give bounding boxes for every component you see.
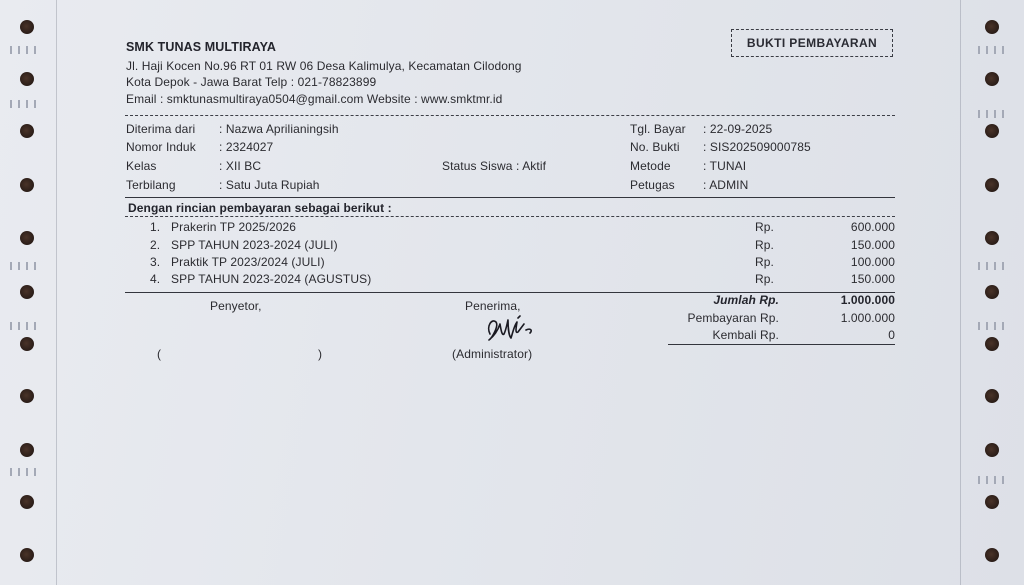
total-value: 1.000.000 bbox=[840, 293, 895, 307]
item-currency: Rp. bbox=[755, 220, 774, 234]
feed-hole bbox=[985, 443, 999, 457]
item-amount: 100.000 bbox=[850, 255, 895, 269]
item-amount: 600.000 bbox=[850, 220, 895, 234]
feed-hole bbox=[985, 72, 999, 86]
items-top-divider bbox=[125, 216, 895, 217]
receipt-title: BUKTI PEMBAYARAN bbox=[731, 29, 893, 57]
label-tgl-bayar: Tgl. Bayar bbox=[630, 122, 686, 136]
signature-mark bbox=[480, 312, 540, 346]
change-label: Kembali Rp. bbox=[712, 328, 779, 342]
label-kelas: Kelas bbox=[126, 159, 157, 173]
perforation-mark bbox=[10, 468, 36, 476]
perforation-mark bbox=[978, 46, 1004, 54]
payer-label: Penyetor, bbox=[210, 299, 262, 313]
feed-hole bbox=[985, 337, 999, 351]
feed-hole bbox=[985, 285, 999, 299]
perforation-mark bbox=[10, 46, 36, 54]
perforation-mark bbox=[978, 322, 1004, 330]
details-heading: Dengan rincian pembayaran sebagai berikut : bbox=[128, 201, 392, 215]
item-number: 2. bbox=[150, 238, 161, 252]
payment-label: Pembayaran Rp. bbox=[687, 311, 779, 325]
feed-hole bbox=[985, 548, 999, 562]
label-nomor-induk: Nomor Induk bbox=[126, 140, 196, 154]
perforation-mark bbox=[10, 262, 36, 270]
perforation-mark bbox=[978, 110, 1004, 118]
total-label: Jumlah Rp. bbox=[713, 293, 779, 307]
receiver-label: Penerima, bbox=[465, 299, 521, 313]
item-description: Praktik TP 2023/2024 (JULI) bbox=[171, 255, 325, 269]
feed-hole bbox=[985, 178, 999, 192]
feed-hole bbox=[20, 548, 34, 562]
value-petugas: : ADMIN bbox=[703, 178, 749, 192]
school-address-line2: Kota Depok - Jawa Barat Telp : 021-78823899 bbox=[126, 75, 377, 89]
perforation-mark bbox=[978, 262, 1004, 270]
school-name: SMK TUNAS MULTIRAYA bbox=[126, 40, 277, 54]
feed-hole bbox=[985, 389, 999, 403]
feed-hole bbox=[985, 231, 999, 245]
perforation-mark bbox=[10, 100, 36, 108]
item-amount: 150.000 bbox=[850, 238, 895, 252]
school-contact-line: Email : smktunasmultiraya0504@gmail.com Website : www.smktmr.id bbox=[126, 92, 503, 106]
item-description: SPP TAHUN 2023-2024 (JULI) bbox=[171, 238, 338, 252]
perforation-mark bbox=[10, 322, 36, 330]
feed-hole bbox=[20, 124, 34, 138]
feed-hole bbox=[20, 389, 34, 403]
right-strip-fold bbox=[960, 0, 961, 585]
value-kelas: : XII BC bbox=[219, 159, 262, 173]
feed-hole bbox=[20, 337, 34, 351]
item-description: Prakerin TP 2025/2026 bbox=[171, 220, 297, 234]
label-no-bukti: No. Bukti bbox=[630, 140, 680, 154]
feed-hole bbox=[20, 72, 34, 86]
status-siswa: Status Siswa : Aktif bbox=[442, 159, 547, 173]
label-metode: Metode bbox=[630, 159, 671, 173]
item-number: 4. bbox=[150, 272, 161, 286]
payer-bracket-open: ( bbox=[157, 347, 162, 361]
label-terbilang: Terbilang bbox=[126, 178, 176, 192]
header-divider bbox=[125, 115, 895, 116]
feed-hole bbox=[20, 178, 34, 192]
value-metode: : TUNAI bbox=[703, 159, 747, 173]
item-amount: 150.000 bbox=[850, 272, 895, 286]
perforation-mark bbox=[978, 476, 1004, 484]
feed-hole bbox=[20, 231, 34, 245]
school-address-line1: Jl. Haji Kocen No.96 RT 01 RW 06 Desa Kalimulya, Kecamatan Cilodong bbox=[126, 59, 522, 73]
item-currency: Rp. bbox=[755, 255, 774, 269]
item-currency: Rp. bbox=[755, 238, 774, 252]
totals-divider bbox=[668, 344, 895, 345]
label-diterima-dari: Diterima dari bbox=[126, 122, 196, 136]
left-strip-fold bbox=[56, 0, 57, 585]
items-bottom-divider bbox=[125, 292, 895, 293]
feed-hole bbox=[985, 20, 999, 34]
item-number: 3. bbox=[150, 255, 161, 269]
feed-hole bbox=[20, 495, 34, 509]
feed-hole bbox=[20, 20, 34, 34]
payment-value: 1.000.000 bbox=[840, 311, 895, 325]
feed-hole bbox=[20, 443, 34, 457]
item-description: SPP TAHUN 2023-2024 (AGUSTUS) bbox=[171, 272, 372, 286]
value-nomor-induk: : 2324027 bbox=[219, 140, 274, 154]
info-divider bbox=[125, 197, 895, 198]
value-no-bukti: : SIS202509000785 bbox=[703, 140, 811, 154]
feed-hole bbox=[985, 124, 999, 138]
change-value: 0 bbox=[888, 328, 895, 342]
payer-bracket-close: ) bbox=[318, 347, 323, 361]
value-terbilang: : Satu Juta Rupiah bbox=[219, 178, 320, 192]
label-petugas: Petugas bbox=[630, 178, 675, 192]
feed-hole bbox=[985, 495, 999, 509]
item-number: 1. bbox=[150, 220, 161, 234]
value-tgl-bayar: : 22-09-2025 bbox=[703, 122, 773, 136]
receiver-name: (Administrator) bbox=[452, 347, 533, 361]
item-currency: Rp. bbox=[755, 272, 774, 286]
value-diterima-dari: : Nazwa Aprilianingsih bbox=[219, 122, 339, 136]
feed-hole bbox=[20, 285, 34, 299]
